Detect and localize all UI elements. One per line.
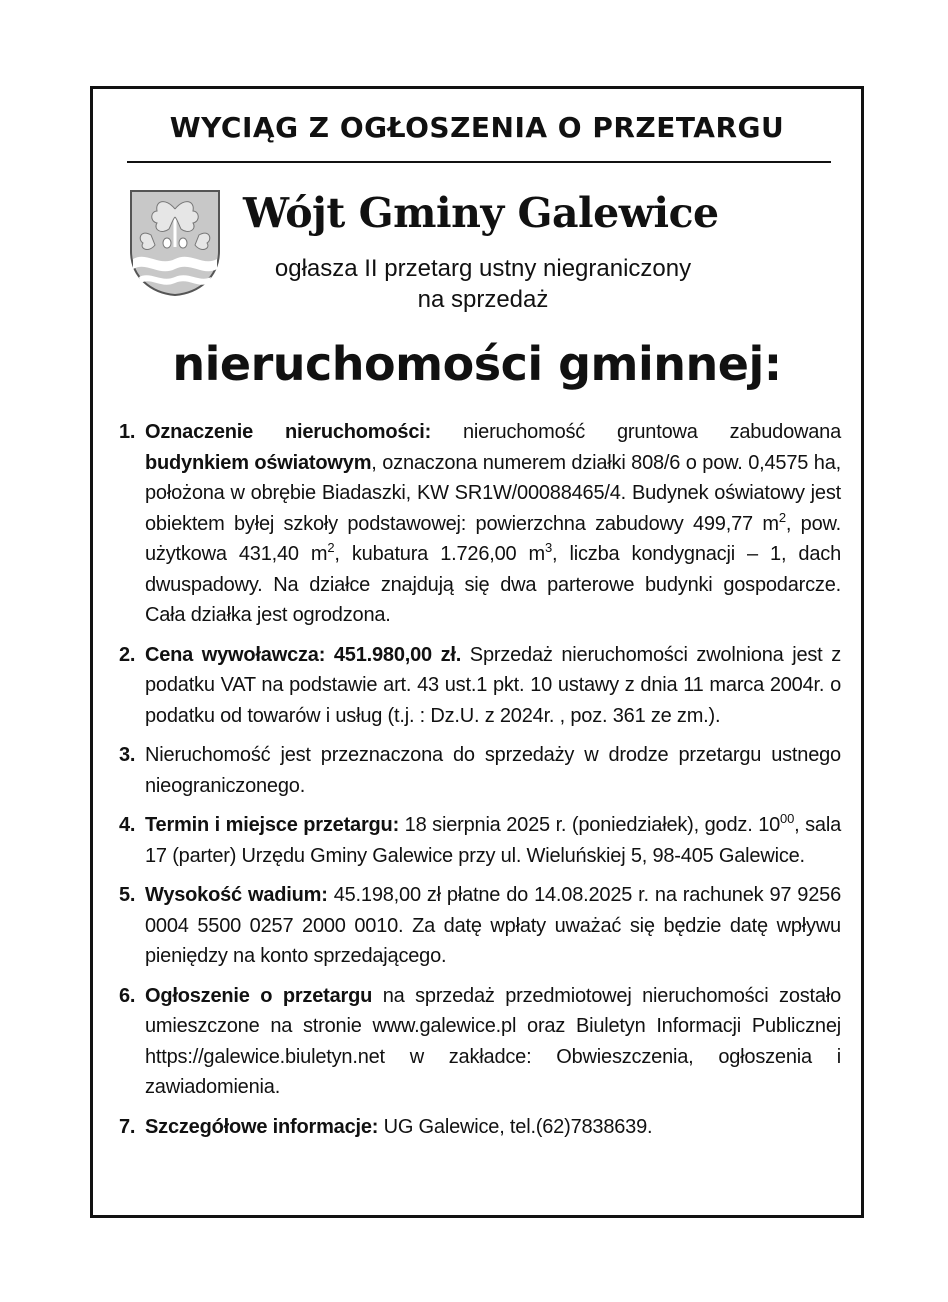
term-text: nieruchomość gruntowa zabudowana	[431, 421, 842, 443]
term-text: na sprzedaż przedmiotowej nieruchomości zostało umieszczone na stronie www.galewice.pl oraz Biuletyn Informacji Publicznej https://galewice.biuletyn.net w zakładce: Obwieszczenia, ogłoszenia i zawiadomienia.	[145, 984, 842, 1098]
term-label: Ogłoszenie o przetargu	[145, 984, 373, 1007]
term-emphasis: budynkiem oświatowym	[145, 451, 372, 474]
superscript: 3	[545, 540, 553, 555]
term-text: Sprzedaż nieruchomości zwolniona jest z podatku VAT na podstawie art. 43 ust.1 pkt. 10 ustawy z dnia 11 marca 2004r. o podatku od towarów i usług (t.j. : Dz.U. z 2024r. , poz. 361 ze zm.).	[145, 643, 842, 727]
announcement-line-1: ogłasza II przetarg ustny niegraniczony	[274, 255, 692, 282]
term-text: , oznaczona numerem działki 808/6 o pow. 0,4575 ha, położona w obrębie Biadaszki, KW SR1W/00088465/4. Budynek oświatowy jest obiektem byłej szkoły podstawowej: powierzchna zabudowy 499,77 m	[145, 451, 841, 535]
term-item-4	[119, 810, 841, 871]
term-number: 4.	[119, 814, 136, 836]
term-item-1	[119, 417, 841, 631]
subject-title: nieruchomości gminnej:	[172, 337, 782, 391]
term-text: , pow. użytkowa 431,40 m	[145, 512, 841, 565]
term-number: 6.	[119, 984, 136, 1007]
term-number: 5.	[119, 884, 136, 906]
term-label: Szczegółowe informacje:	[145, 1115, 379, 1138]
term-item-7	[119, 1112, 841, 1143]
term-label: Cena wywoławcza: 451.980,00 zł.	[145, 643, 462, 666]
superscript: 2	[778, 509, 786, 525]
term-item-5	[119, 880, 841, 972]
term-text: , kubatura 1.726,00 m	[334, 543, 546, 565]
term-text: Nieruchomość jest przeznaczona do sprzedaży w drodze przetargu ustnego nieograniczonego.	[145, 744, 841, 797]
announcement-frame	[90, 86, 864, 1218]
term-text: , sala 17 (parter) Urzędu Gminy Galewice przy ul. Wieluńskiej 5, 98-405 Galewice.	[145, 814, 841, 867]
term-text: , liczba kondygnacji – 1, dach dwuspadowy. Na działce znajdują się dwa parterowe budynki gospodarcze. Cała działka jest ogrodzona.	[145, 543, 841, 626]
superscript: 2	[327, 540, 335, 555]
term-item-6	[119, 981, 841, 1103]
term-number: 7.	[119, 1115, 136, 1138]
header-title: WYCIĄG Z OGŁOSZENIA O PRZETARGU	[169, 111, 785, 144]
term-text: 18 sierpnia 2025 r. (poniedziałek), godz. 10	[399, 814, 781, 836]
term-label: Wysokość wadium:	[145, 884, 328, 906]
authority-name: Wójt Gminy Galewice	[243, 189, 719, 237]
announcement-line-2: na sprzedaż	[417, 286, 549, 313]
term-label: Termin i miejsce przetargu:	[145, 814, 400, 836]
term-number: 1.	[119, 421, 136, 443]
term-number: 2.	[119, 643, 136, 666]
term-item-3	[119, 740, 841, 801]
term-text: UG Galewice, tel.(62)7838639.	[378, 1115, 653, 1138]
header-divider	[127, 161, 831, 163]
term-item-2	[119, 640, 841, 732]
term-number: 3.	[119, 744, 136, 766]
term-text: 45.198,00 zł płatne do 14.08.2025 r. na rachunek 97 9256 0004 5500 0257 2000 0010. Za datę wpłaty uważać się będzie datę wpływu pieniędzy na konto sprzedającego.	[145, 884, 841, 967]
terms-list	[119, 417, 841, 1151]
term-label: Oznaczenie nieruchomości:	[145, 421, 432, 443]
superscript: 00	[780, 811, 795, 826]
oak-leaves-acorns-crest-icon	[129, 189, 221, 297]
announcement-text	[213, 253, 753, 315]
